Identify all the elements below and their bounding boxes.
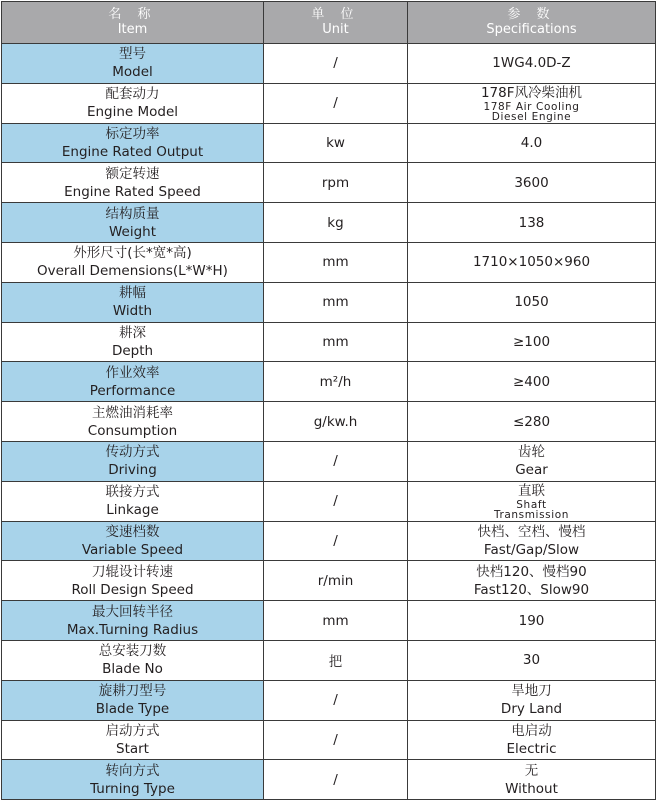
item-name-cell [2,481,264,521]
spec-value: 齿轮 [518,444,545,461]
spec-cell [408,83,656,123]
table-row [2,123,656,163]
spec-cell [408,123,656,163]
spec-value: Diesel Engine [491,111,572,124]
spec-value: 旱地刀 [511,683,552,700]
item-name-zh: 型号 [119,46,146,63]
unit-cell: rpm [264,163,408,203]
item-name-en: Max.Turning Radius [66,621,199,638]
unit-cell: / [264,720,408,760]
spec-value: 190 [518,612,545,629]
item-name-zh: 启动方式 [105,722,160,739]
unit-cell: / [264,760,408,800]
item-name-zh: 刀辊设计转速 [92,563,173,580]
spec-cell [408,44,656,84]
item-name-cell [2,163,264,203]
item-name-zh: 传动方式 [105,444,160,461]
table-row [2,481,656,521]
spec-value: 快档、空档、慢档 [477,523,586,540]
spec-value: Without [505,780,558,797]
item-name-cell [2,720,264,760]
item-name-cell [2,83,264,123]
item-name-zh: 外形尺寸(长*宽*高) [73,245,192,262]
spec-value: ≥100 [512,333,551,350]
item-name-en: Turning Type [90,780,175,797]
item-name-en: Driving [108,462,157,479]
table-row [2,242,656,282]
unit-cell: / [264,481,408,521]
spec-cell [408,521,656,561]
table-row [2,521,656,561]
spec-value: Transmission [493,509,570,522]
item-name-cell [2,282,264,322]
unit-cell: kw [264,123,408,163]
spec-value: 无 [524,762,539,779]
unit-cell: g/kw.h [264,402,408,442]
table-row [2,680,656,720]
item-name-zh: 作业效率 [105,364,160,381]
header-item [2,2,264,44]
spec-cell [408,640,656,680]
item-name-en: Consumption [87,422,178,439]
spec-value: Electric [506,740,557,757]
header-spec-zh: 参 数 [507,7,556,22]
header-item-zh: 名 称 [108,7,157,22]
item-name-zh: 配套动力 [105,86,160,103]
item-name-cell [2,640,264,680]
unit-cell: / [264,441,408,481]
item-name-en: Blade Type [95,701,170,718]
item-name-zh: 转向方式 [105,762,160,779]
table-row [2,402,656,442]
item-name-en: Width [112,303,153,320]
spec-cell [408,163,656,203]
item-name-en: Blade No [102,661,163,678]
spec-value: 178F风冷柴油机 [480,85,583,102]
spec-cell [408,760,656,800]
item-name-zh: 联接方式 [105,484,160,501]
table-row [2,640,656,680]
unit-cell: mm [264,601,408,641]
item-name-cell [2,123,264,163]
header-spec-en: Specifications [486,22,577,37]
item-name-en: Performance [89,382,176,399]
header-spec [408,2,656,44]
spec-cell [408,203,656,243]
item-name-zh: 最大回转半径 [92,603,173,620]
spec-cell [408,481,656,521]
item-name-en: Overall Demensions(L*W*H) [37,263,228,280]
spec-value: ≤280 [512,413,551,430]
item-name-cell [2,44,264,84]
table-row [2,163,656,203]
spec-value: ≥400 [512,373,551,390]
item-name-en: Weight [108,223,157,240]
table-row [2,441,656,481]
item-name-en: Depth [111,342,154,359]
spec-value: 3600 [514,174,549,191]
header-unit-zh: 单 位 [311,7,360,22]
unit-cell: kg [264,203,408,243]
item-name-zh: 耕幅 [119,285,146,302]
spec-value: Gear [515,462,548,479]
spec-value: 138 [518,214,545,231]
item-name-en: Engine Rated Speed [64,183,201,200]
spec-cell [408,242,656,282]
item-name-zh: 变速档数 [105,523,160,540]
spec-cell [408,680,656,720]
item-name-cell [2,362,264,402]
item-name-en: Linkage [106,502,159,519]
item-name-cell [2,561,264,601]
spec-value: Shaft [516,499,547,512]
unit-cell: / [264,83,408,123]
unit-cell: m²/h [264,362,408,402]
item-name-zh: 耕深 [119,324,146,341]
spec-value: Dry Land [500,701,563,718]
item-name-zh: 额定转速 [105,165,160,182]
item-name-en: Model [112,64,153,81]
spec-cell [408,402,656,442]
spec-value: 直联 [518,483,545,500]
spec-cell [408,561,656,601]
table-row [2,322,656,362]
table-row [2,203,656,243]
item-name-en: Engine Model [86,104,179,121]
spec-cell [408,362,656,402]
spec-value: 4.0 [520,134,543,151]
table-row [2,362,656,402]
spec-cell [408,322,656,362]
item-name-cell [2,242,264,282]
header-item-en: Item [117,22,148,37]
table-row [2,83,656,123]
spec-value: 电启动 [511,722,552,739]
spec-cell [408,601,656,641]
unit-cell: / [264,44,408,84]
item-name-zh: 主燃油消耗率 [92,404,173,421]
unit-cell: mm [264,322,408,362]
table-row [2,720,656,760]
item-name-zh: 标定功率 [105,125,160,142]
table-row [2,561,656,601]
spec-value: Fast120、Slow90 [473,581,590,598]
item-name-en: Variable Speed [81,541,184,558]
item-name-cell [2,601,264,641]
unit-cell: / [264,680,408,720]
spec-value: 1050 [514,294,549,311]
spec-cell [408,441,656,481]
header-unit-en: Unit [322,22,349,37]
spec-value: 30 [522,652,541,669]
item-name-zh: 旋耕刀型号 [98,683,167,700]
spec-value: 1710×1050×960 [472,254,591,271]
unit-cell: / [264,521,408,561]
unit-cell: mm [264,282,408,322]
item-name-cell [2,402,264,442]
item-name-cell [2,680,264,720]
item-name-cell [2,441,264,481]
item-name-zh: 总安装刀数 [98,643,167,660]
specification-table [1,1,656,800]
spec-cell [408,720,656,760]
spec-value: 快档120、慢档90 [476,563,587,580]
table-row [2,601,656,641]
item-name-cell [2,760,264,800]
item-name-en: Engine Rated Output [61,143,204,160]
header-unit [264,2,408,44]
spec-value: Fast/Gap/Slow [483,541,580,558]
table-row [2,760,656,800]
header-row [2,2,656,44]
unit-cell: r/min [264,561,408,601]
spec-value: 178F Air Cooling [483,101,580,114]
spec-value: 1WG4.0D-Z [492,55,571,72]
unit-cell: mm [264,242,408,282]
item-name-en: Start [116,740,149,757]
item-name-cell [2,521,264,561]
item-name-zh: 结构质量 [105,205,160,222]
item-name-en: Roll Design Speed [71,581,194,598]
item-name-cell [2,322,264,362]
table-row [2,282,656,322]
unit-cell: 把 [264,640,408,680]
item-name-cell [2,203,264,243]
table-row [2,44,656,84]
spec-cell [408,282,656,322]
